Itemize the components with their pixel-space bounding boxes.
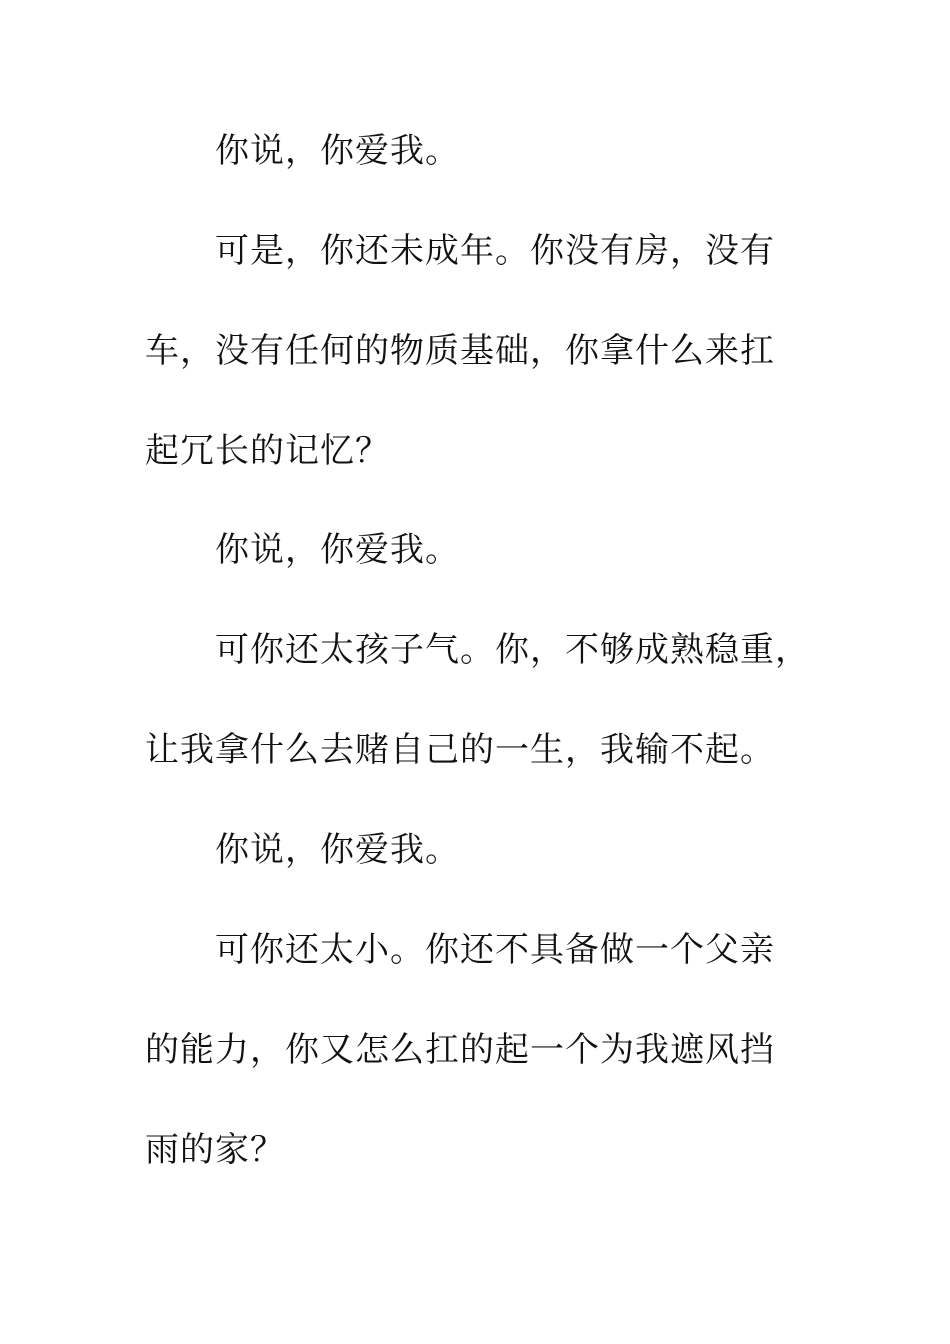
- text-line: 可是，你还未成年。你没有房，没有: [215, 231, 775, 271]
- text-line: 车，没有任何的物质基础，你拿什么来扛: [145, 331, 775, 371]
- text-line: 可你还太孩子气。你，不够成熟稳重，: [215, 630, 810, 670]
- text-line: 你说，你爱我。: [215, 830, 460, 870]
- text-line: 的能力，你又怎么扛的起一个为我遮风挡: [145, 1030, 775, 1070]
- text-line: 雨的家？: [145, 1130, 285, 1170]
- text-line: 你说，你爱我。: [215, 131, 460, 171]
- text-line: 起冗长的记忆？: [145, 431, 390, 471]
- text-line: 可你还太小。你还不具备做一个父亲: [215, 930, 775, 970]
- text-line: 让我拿什么去赌自己的一生，我输不起。: [145, 730, 775, 770]
- text-line: 你说，你爱我。: [215, 530, 460, 570]
